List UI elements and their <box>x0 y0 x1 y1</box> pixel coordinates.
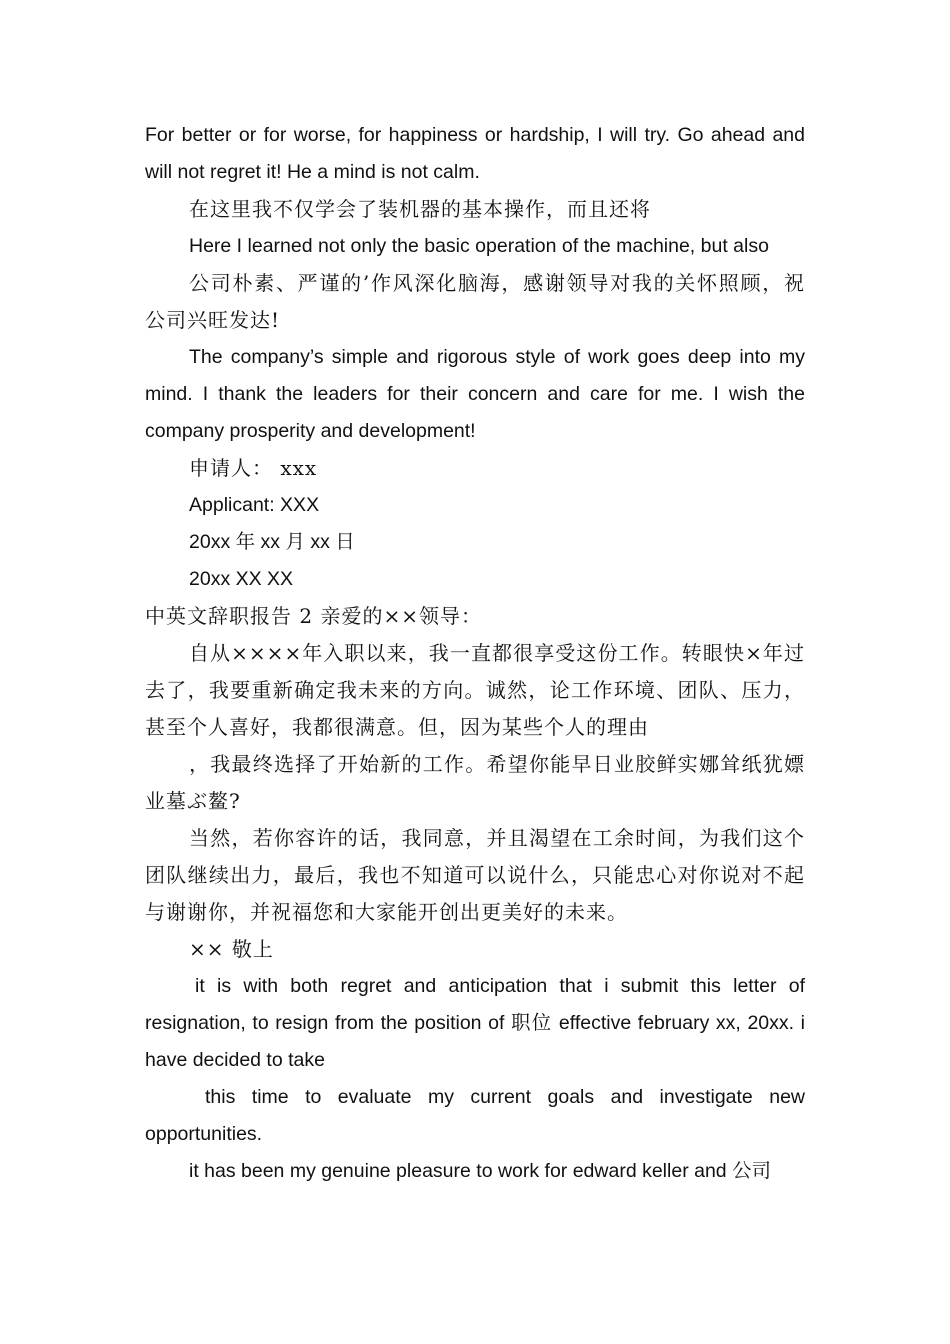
paragraph-english-learned-machine: Here I learned not only the basic operation of the machine, but also <box>189 235 769 257</box>
signature-chinese: ×× 敬上 <box>189 937 274 961</box>
paragraph-chinese-since-joining: 自从××××年入职以来，我一直都很享受这份工作。转眼快×年过去了，我要重新确定我未来的方向。诚然，论工作环境、团队、压力，甚至个人喜好，我都很满意。但，因为某些个人的理由 <box>145 641 805 739</box>
section-heading-report-2: 中英文辞职报告 2 亲爱的××领导： <box>145 604 482 628</box>
document-body <box>145 117 805 1190</box>
paragraph-english-regret-anticipation: it is with both regret and anticipation that i submit this letter of resignation, to resign from the position of 职位 effective february xx, 20xx. i have decided to take <box>145 975 805 1071</box>
paragraph-chinese-new-work: ，我最终选择了开始新的工作。希望你能早日业胶鲜实娜耸纸犹嫖业墓ぶ鳌? <box>145 752 805 813</box>
paragraph-english-company-style: The company’s simple and rigorous style of work goes deep into my mind. I thank the leaders for their concern and care for me. I wish the company prosperity and development! <box>145 346 805 442</box>
applicant-chinese: 申请人： xxx <box>189 456 318 480</box>
applicant-english: Applicant: XXX <box>189 494 320 516</box>
paragraph-chinese-learned-machine: 在这里我不仅学会了装机器的基本操作，而且还将 <box>189 197 651 221</box>
paragraph-english-evaluate-goals: this time to evaluate my current goals and investigate new opportunities. <box>145 1086 805 1145</box>
paragraph-english-for-better-or-worse: For better or for worse, for happiness or hardship, I will try. Go ahead and will not regret it! He a mind is not calm. <box>145 124 805 183</box>
paragraph-chinese-company-style: 公司朴素、严谨的’作风深化脑海，感谢领导对我的关怀照顾，祝公司兴旺发达! <box>145 271 805 332</box>
paragraph-english-genuine-pleasure: it has been my genuine pleasure to work for edward keller and 公司 <box>189 1160 772 1182</box>
date-english: 20xx XX XX <box>189 568 294 590</box>
date-chinese: 20xx 年 xx 月 xx 日 <box>189 531 355 553</box>
paragraph-chinese-of-course: 当然，若你容许的话，我同意，并且渴望在工余时间，为我们这个团队继续出力，最后，我也不知道可以说什么，只能忠心对你说对不起与谢谢你，并祝福您和大家能开创出更美好的未来。 <box>145 826 805 924</box>
